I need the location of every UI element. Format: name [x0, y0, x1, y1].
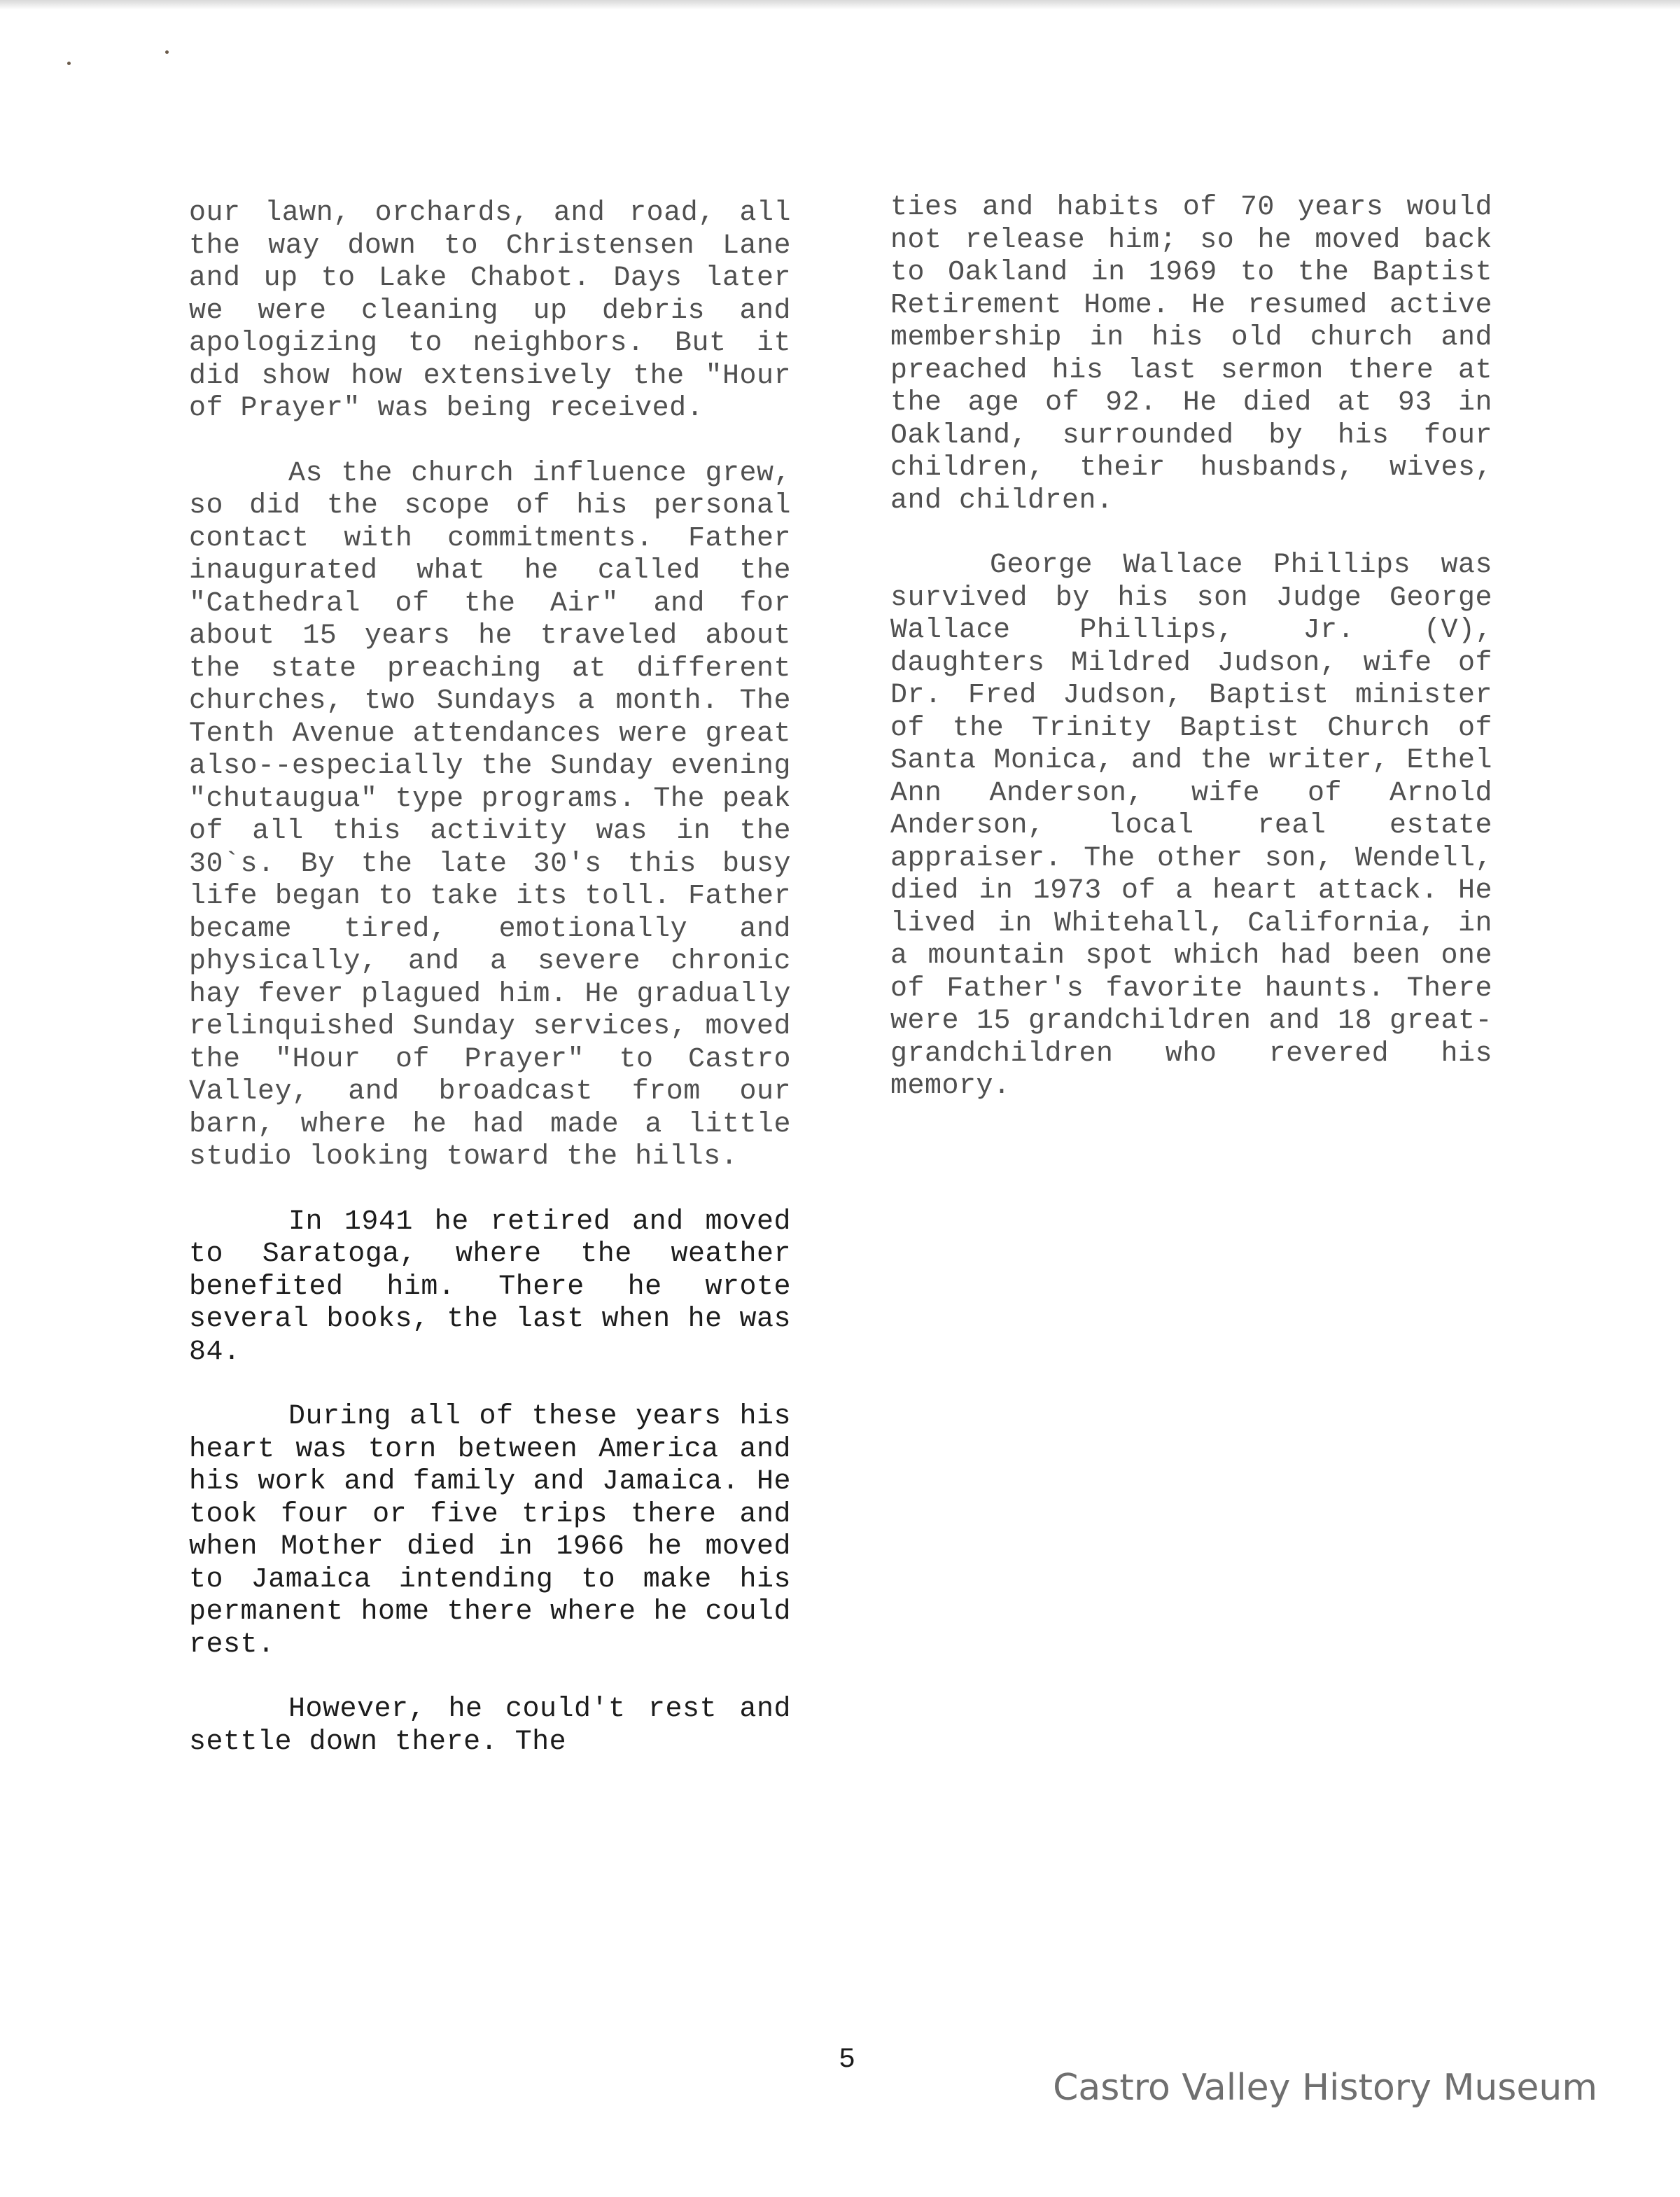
paragraph: ties and habits of 70 years would not release him; so he moved back to Oakland in 1969 to the Baptist Retirement Home. He resumed active membership in his old church and preached his last sermon there at the age of 92. He died at 93 in Oakland, surrounded by his four children, their husbands, wives, and children.	[890, 192, 1492, 517]
paragraph: our lawn, orchards, and road, all the way down to Christensen Lane and up to Lake Chabot. Days later we were cleaning up debris and apologizing to neighbors. But it did show how extensively the "Hour of Prayer" was being received.	[189, 197, 791, 424]
paragraph: In 1941 he retired and moved to Saratoga, where the weather benefited him. There he wrote several books, the last when he was 84.	[189, 1206, 791, 1368]
scan-speck	[165, 50, 169, 54]
paragraph: As the church influence grew, so did the scope of his personal contact with commitments. Father inaugurated what he called the "Cathedral of the Air" and for about 15 years he traveled about the state preaching at different churches, two Sundays a month. The Tenth Avenue attendances were great also--especially the Sunday evening "chutaugua" type programs. The peak of all this activity was in the 30`s. By the late 30's this busy life began to take its toll. Father became tired, emotionally and physically, and a severe chronic hay fever plagued him. He gradually relinquished Sunday services, moved the "Hour of Prayer" to Castro Valley, and broadcast from our barn, where he had made a little studio looking toward the hills.	[189, 457, 791, 1173]
watermark: Castro Valley History Museum	[1053, 2067, 1597, 2109]
right-column	[890, 192, 1492, 1136]
left-column	[189, 197, 791, 1791]
page-number: 5	[838, 2044, 855, 2076]
paragraph: During all of these years his heart was torn between America and his work and family and Jamaica. He took four or five trips there and when Mother died in 1966 he moved to Jamaica intending to make his permanent home there where he could rest.	[189, 1401, 791, 1661]
paragraph: George Wallace Phillips was survived by his son Judge George Wallace Phillips, Jr. (V), daughters Mildred Judson, wife of Dr. Fred Judson, Baptist minister of the Trinity Baptist Church of Santa Monica, and the writer, Ethel Ann Anderson, wife of Arnold Anderson, local real estate appraiser. The other son, Wendell, died in 1973 of a heart attack. He lived in Whitehall, California, in a mountain spot which had been one of Father's favorite haunts. There were 15 grandchildren and 18 great-grandchildren who revered his memory.	[890, 550, 1492, 1102]
scan-edge	[0, 0, 1680, 10]
paragraph: However, he could't rest and settle down there. The	[189, 1694, 791, 1758]
scan-speck	[67, 62, 71, 65]
